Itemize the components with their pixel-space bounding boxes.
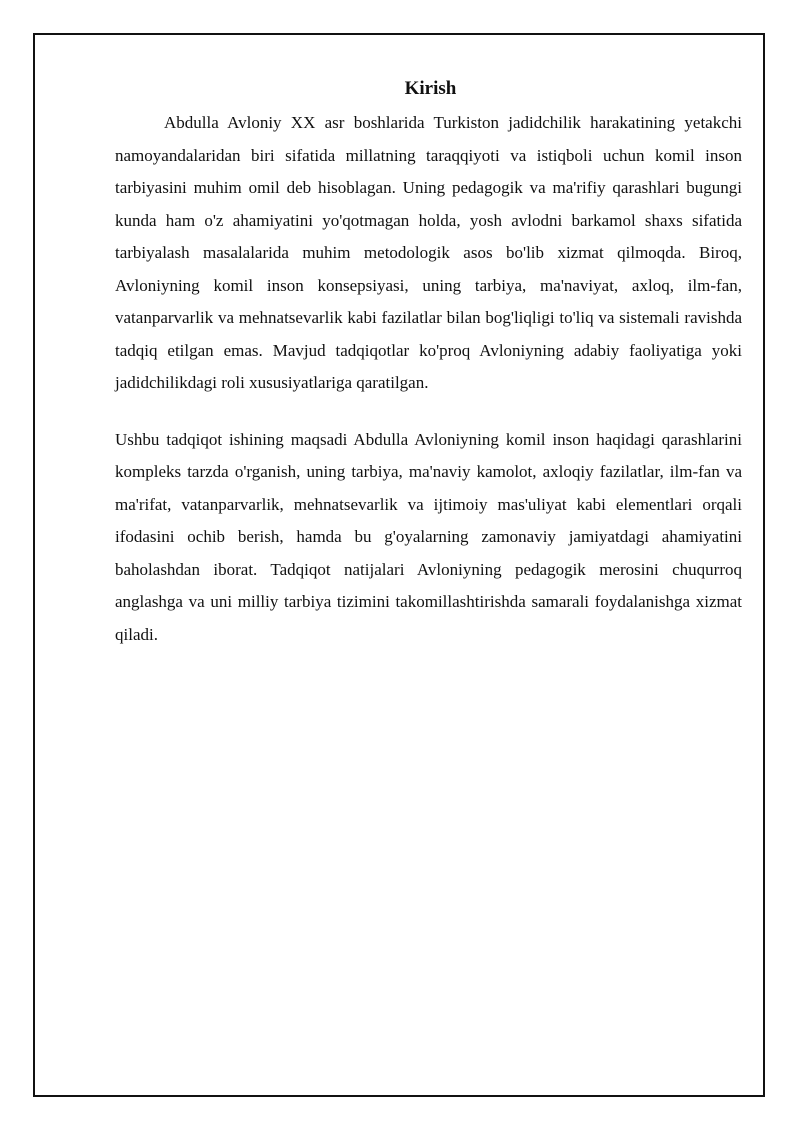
- paragraph-goal: Ushbu tadqiqot ishining maqsadi Abdulla Avloniyning komil inson haqidagi qarashlarini kompleks tarzda o'rganish, uning tarbiya, ma'naviy kamolot, axloqiy fazilatlar, ilm-fan va ma'rifat, vatanparvarlik, mehnatsevarlik va ijtimoiy mas'uliyat kabi elementlari orqali ifodasini ochib berish, hamda bu g'oyalarning zamonaviy jamiyatdagi ahamiyatini baholashdan iborat. Tadqiqot natijalari Avloniyning pedagogik merosini chuqurroq anglashga va uni milliy tarbiya tizimini takomillashtirishda samarali foydalanishga xizmat qiladi.: [115, 429, 742, 644]
- paragraph-intro: Abdulla Avloniy XX asr boshlarida Turkiston jadidchilik harakatining yetakchi namoyandalaridan biri sifatida millatning taraqqiyoti va istiqboli uchun komil inson tarbiyasini muhim omil deb hisoblagan. Uning pedagogik va ma'rifiy qarashlari bugungi kunda ham o'z ahamiyatini yo'qotmagan holda, yosh avlodni barkamol shaxs sifatida tarbiyalash masalalarida muhim metodologik asos bo'lib xizmat qilmoqda. Biroq, Avloniyning komil inson konsepsiyasi, uning tarbiya, ma'naviyat, axloq, ilm-fan, vatanparvarlik va mehnatsevarlik kabi fazilatlar bilan bog'liqligi to'liq va sistemali ravishda tadqiq etilgan emas. Mavjud tadqiqotlar ko'proq Avloniyning adabiy faoliyatiga yoki jadidchilikdagi roli xususiyatlariga qaratilgan.: [115, 113, 742, 392]
- document-title: Kirish: [404, 78, 457, 99]
- document-body: [115, 75, 742, 651]
